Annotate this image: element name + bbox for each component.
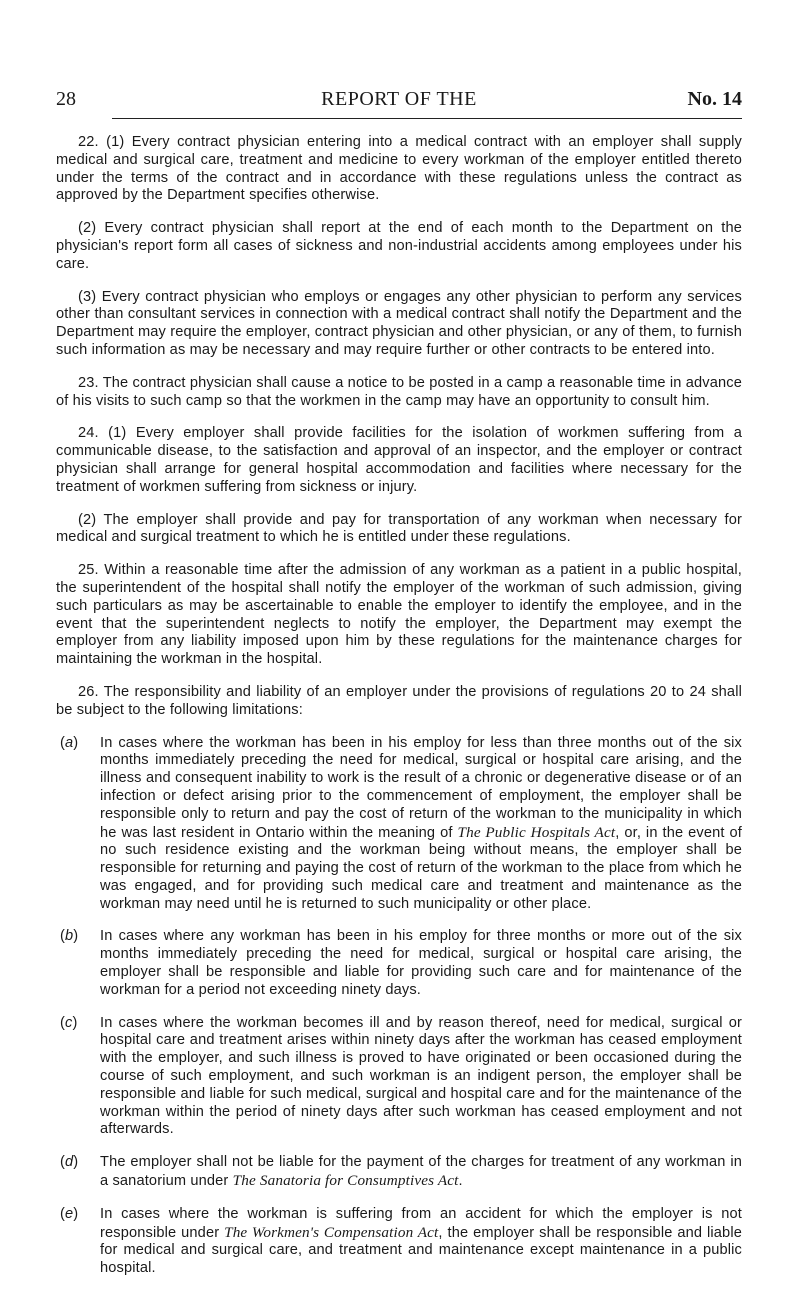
paragraph-25: 25. Within a reasonable time after the admission of any workman as a patient in a public hospital, the superintendent of the hospital shall notify the employer of the workman of such admission, giving such particulars as may be ascertainable to enable the employer to identify the employee, and in the event that the superintendent neglects to notify the employer, the Department may exempt the employer from any liability imposed upon him by these regulations for the maintenance charges for maintaining the workman in the hospital. [56, 562, 742, 668]
limitations-list [56, 735, 742, 1279]
limitation-d [56, 1154, 742, 1191]
limitation-e [56, 1206, 742, 1278]
act-title: The Workmen's Compensation Act [224, 1223, 439, 1241]
item-marker: (a) [60, 734, 79, 751]
page-header [56, 88, 742, 114]
paragraph-24-2: (2) The employer shall provide and pay for transportation of any workman when necessary for medical and surgical treatment to which he is entitled under these regulations. [56, 511, 742, 546]
header-rule [112, 118, 742, 119]
paragraph-22-2: (2) Every contract physician shall report at the end of each month to the Department on the physician's report form all cases of sickness and non-industrial accidents among employees under his care. [56, 220, 742, 272]
item-text-continued: . [458, 1173, 463, 1190]
page-number: 28 [56, 88, 76, 110]
item-marker: (e) [60, 1205, 79, 1222]
act-title: The Sanatoria for Consumptives Act [232, 1172, 459, 1190]
item-marker: (c) [60, 1014, 78, 1031]
limitation-a [56, 735, 742, 914]
paragraph-26: 26. The responsibility and liability of an employer under the provisions of regulations 20 to 24 shall be subject to the following limitations: [56, 683, 742, 718]
limitation-b [56, 928, 742, 999]
item-text-continued: , or, in the event of no such residence existing and the workman being without means, the employer shall be responsible for returning and paying the cost of return of the workman to the place from which he was engaged, and for providing such medical care and treatment and maintenance as the workman may need until he is returned to such municipality or other place. [100, 824, 742, 912]
paragraph-23: 23. The contract physician shall cause a notice to be posted in a camp a reasonable time in advance of his visits to such camp so that the workmen in the camp may have an opportunity to consult him. [56, 374, 742, 409]
document-body [56, 134, 742, 1293]
item-text: In cases where any workman has been in his employ for three months or more out of the six months immediately preceding the need for medical, surgical or hospital care arising, the employer shall be responsible and liable for providing such care and for maintenance of the workman for a period not exceeding ninety days. [100, 928, 742, 998]
item-text-continued: , the employer shall be responsible and liable for medical and surgical care, and treatment and maintenance except maintenance in a public hospital. [100, 1224, 742, 1277]
paragraph-24-1: 24. (1) Every employer shall provide facilities for the isolation of workmen suffering from a communicable disease, to the satisfaction and approval of an inspector, and the employer or contract physician shall arrange for general hospital accommodation and facilities where necessary for the treatment of workmen suffering from sickness or injury. [56, 425, 742, 495]
item-text: In cases where the workman has been in his employ for less than three months out of the six months immediately preceding the need for medical, surgical or hospital care arising, and the illness and consequent inability to work is the result of a chronic or degenerative disease or of an infection or defect arising prior to the commencement of employment, the employer shall be responsible only to return and pay the cost of return of the workman to the municipality in which he was last resident in Ontario within the meaning of [100, 734, 742, 841]
item-marker: (b) [60, 928, 79, 945]
item-marker: (d) [60, 1154, 79, 1171]
report-number: No. 14 [687, 88, 742, 110]
paragraph-22-3: (3) Every contract physician who employs or engages any other physician to perform any services other than consultant services in connection with a medical contract shall notify the Department and the Department may require the employer, contract physician and other physician, or any of them, to furnish such information as may be necessary and may require further or other contracts to be entered into. [56, 288, 742, 358]
act-title: The Public Hospitals Act [457, 823, 616, 841]
paragraph-22-1: 22. (1) Every contract physician entering into a medical contract with an employer shall supply medical and surgical care, treatment and medicine to every workman of the employer entitled thereto under the terms of the contract and in accordance with these regulations unless the contract as approved by the Department specifies otherwise. [56, 134, 742, 204]
item-text: The employer shall not be liable for the payment of the charges for treatment of any workman in a sanatorium under [100, 1154, 742, 1190]
item-text: In cases where the workman becomes ill and by reason thereof, need for medical, surgical or hospital care and treatment arises within ninety days after the workman has ceased employment with the employer, and such illness is proved to have originated or been occasioned during the course of such employment, and such workman is an indigent person, the employer shall be responsible and liable for such medical, surgical and hospital care and for the maintenance of the workman within the period of ninety days after such workman has ceased employment and not afterwards. [100, 1014, 742, 1138]
limitation-c [56, 1015, 742, 1140]
item-text: In cases where the workman is suffering from an accident for which the employer is not responsible under [100, 1205, 742, 1241]
running-title: REPORT OF THE [321, 88, 477, 110]
